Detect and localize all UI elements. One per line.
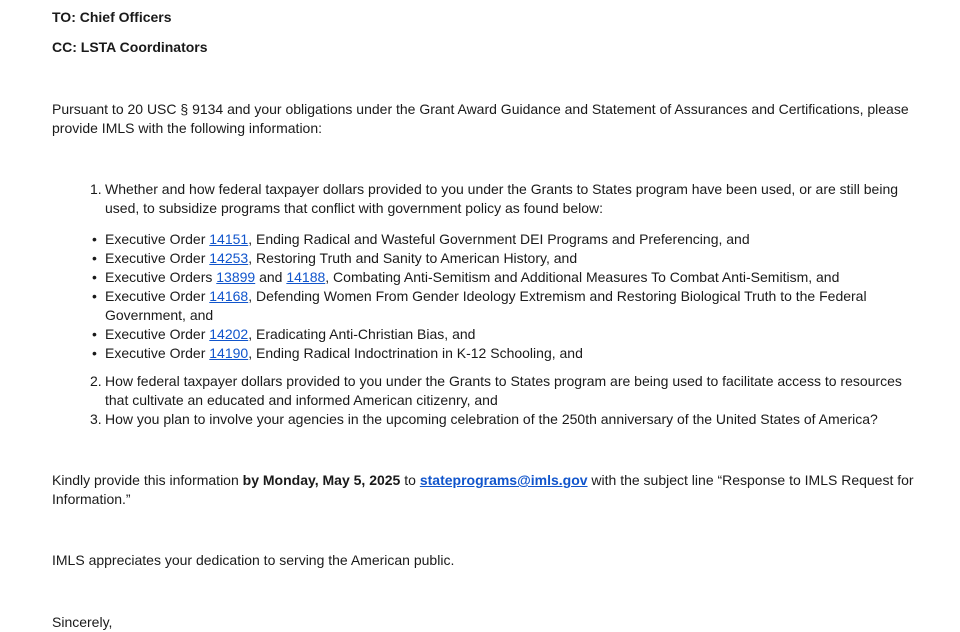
bullet-marker: •	[92, 269, 97, 285]
eo-bullet-3-mid: and	[255, 269, 287, 285]
deadline-paragraph	[52, 471, 929, 509]
eo-link-14190[interactable]: 14190	[209, 345, 249, 361]
bullet-marker: •	[92, 288, 97, 304]
eo-link-14253[interactable]: 14253	[209, 250, 249, 266]
numbered-item-2	[90, 372, 929, 410]
eo-link-14188[interactable]: 14188	[286, 269, 326, 285]
eo-bullet-1-suffix: , Ending Radical and Wasteful Government DEI Programs and Preferencing, and	[248, 231, 750, 247]
bullet-marker: •	[92, 326, 97, 342]
eo-bullet-4	[90, 287, 929, 325]
deadline-before: Kindly provide this information	[52, 472, 243, 488]
bullet-marker: •	[92, 231, 97, 247]
closing-line: Sincerely,	[52, 614, 113, 630]
deadline-date: by Monday, May 5, 2025	[242, 472, 401, 488]
list-number-1: 1.	[90, 181, 102, 197]
eo-bullet-3-prefix: Executive Orders	[105, 269, 217, 285]
to-line: TO: Chief Officers	[52, 9, 172, 25]
deadline-mid: to	[400, 472, 420, 488]
deadline-after: with the subject line “Response to IMLS Request for Information.”	[52, 472, 914, 507]
eo-bullet-6	[90, 344, 929, 363]
list-number-3: 3.	[90, 411, 102, 427]
eo-bullet-2-prefix: Executive Order	[105, 250, 210, 266]
bullet-marker: •	[92, 250, 97, 266]
eo-bullet-2-suffix: , Restoring Truth and Sanity to American History, and	[248, 250, 578, 266]
numbered-item-2-text: How federal taxpayer dollars provided to you under the Grants to States program are being used to facilitate access to resources that cultivate an educated and informed American citizenry, and	[105, 373, 902, 408]
appreciation-line: IMLS appreciates your dedication to serving the American public.	[52, 552, 455, 568]
list-number-2: 2.	[90, 373, 102, 389]
eo-bullet-5-prefix: Executive Order	[105, 326, 210, 342]
numbered-item-3	[90, 410, 929, 429]
intro-paragraph: Pursuant to 20 USC § 9134 and your obligations under the Grant Award Guidance and Statement of Assurances and Certifications, please provide IMLS with the following information:	[52, 101, 909, 136]
eo-bullet-1	[90, 230, 929, 249]
numbered-item-1-text: Whether and how federal taxpayer dollars provided to you under the Grants to States program have been used, or are still being used, to subsidize programs that conflict with government policy as found below:	[105, 181, 899, 216]
cc-line: CC: LSTA Coordinators	[52, 39, 208, 55]
eo-bullet-4-text	[105, 287, 929, 325]
numbered-item-3-text: How you plan to involve your agencies in the upcoming celebration of the 250th anniversary of the United States of America?	[105, 411, 878, 427]
eo-bullet-5	[90, 325, 929, 344]
eo-bullet-1-text	[105, 230, 929, 249]
eo-link-14168[interactable]: 14168	[209, 288, 249, 304]
eo-bullet-3-text	[105, 268, 929, 287]
eo-bullet-3	[90, 268, 929, 287]
eo-bullet-3-suffix: , Combating Anti-Semitism and Additional Measures To Combat Anti-Semitism, and	[325, 269, 840, 285]
eo-bullet-1-prefix: Executive Order	[105, 231, 210, 247]
eo-bullet-2-text	[105, 249, 929, 268]
eo-link-14202[interactable]: 14202	[209, 326, 249, 342]
eo-bullet-4-prefix: Executive Order	[105, 288, 210, 304]
numbered-item-1	[90, 180, 929, 218]
eo-bullet-5-text	[105, 325, 929, 344]
eo-bullet-2	[90, 249, 929, 268]
eo-bullet-6-text	[105, 344, 929, 363]
eo-bullet-6-suffix: , Ending Radical Indoctrination in K-12 Schooling, and	[248, 345, 583, 361]
eo-link-14151[interactable]: 14151	[209, 231, 249, 247]
eo-bullet-5-suffix: , Eradicating Anti-Christian Bias, and	[248, 326, 476, 342]
bullet-marker: •	[92, 345, 97, 361]
eo-link-13899[interactable]: 13899	[216, 269, 256, 285]
eo-bullet-4-suffix: , Defending Women From Gender Ideology Extremism and Restoring Biological Truth to the Federal Government, and	[105, 288, 867, 323]
email-link[interactable]: stateprograms@imls.gov	[419, 472, 588, 488]
eo-bullet-6-prefix: Executive Order	[105, 345, 210, 361]
eo-bullet-list	[52, 230, 929, 363]
